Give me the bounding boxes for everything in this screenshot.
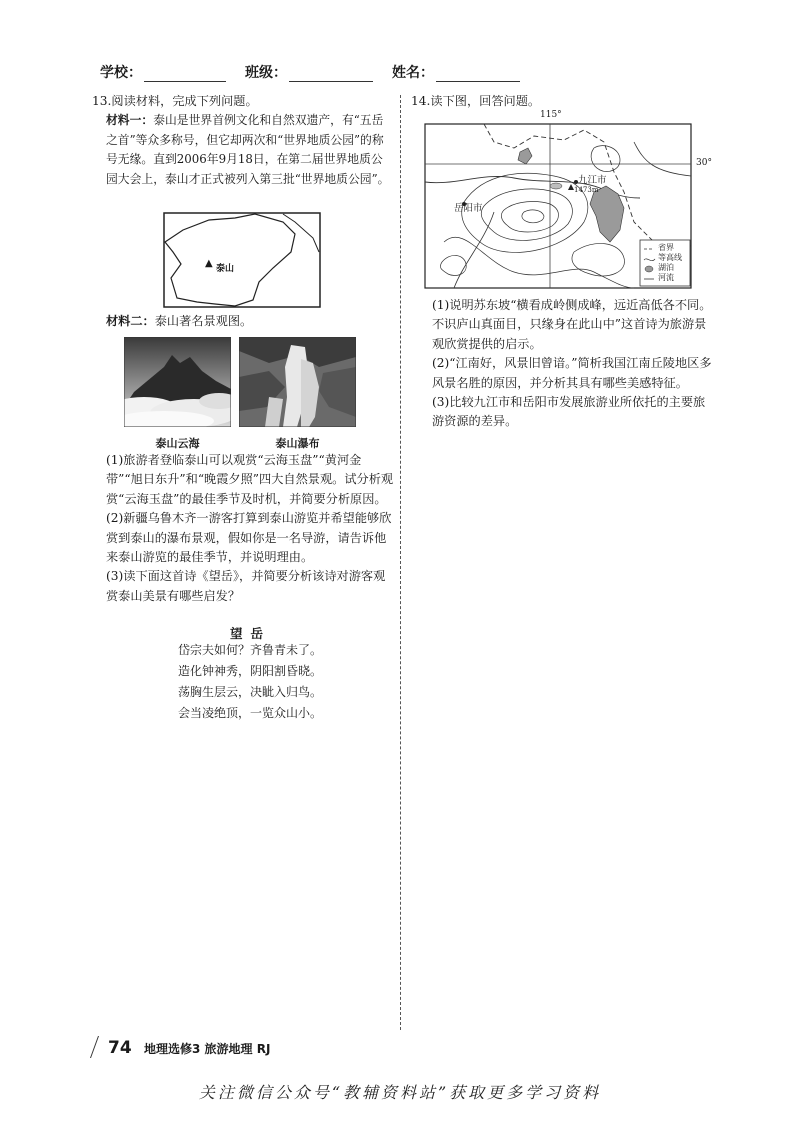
taishan-map-label: 泰山 [216,264,235,274]
lushan-map [424,110,712,296]
column-divider [400,95,401,1030]
class-field [245,62,373,82]
name-label: 姓名： [392,65,434,81]
q13-material2 [106,312,396,331]
page-number: 74 [108,1038,132,1058]
q13-sub3: (3)读下面这首诗《望岳》，并简要分析该诗对游客观赏泰山美景有哪些启发？ [106,569,386,603]
poem-line: 造化钟神秀，阴阳割昏晓。 [178,664,323,678]
q14-sub1: (1)说明苏东坡“横看成岭侧成峰，远近高低各不同。不识庐山真面目，只缘身在此山中”这首诗为旅游景观欣赏提供的启示。 [432,298,712,351]
poem-title: 望岳 [230,626,272,641]
taishan-marker-icon: ▲ [205,258,213,269]
legend-contour: 等高线 [658,253,682,262]
material1-label: 材料一： [106,113,154,128]
class-blank[interactable] [289,69,373,82]
map-city-yueyang: 岳阳市 [454,203,483,214]
poem-line: 会当凌绝顶，一览众山小。 [178,706,323,720]
q14-sub2: (2)“江南好，风景旧曾谙。”简析我国江南丘陵地区多风景名胜的原因，并分析其具有哪些美感特征。 [432,356,712,390]
q14-subquestions [432,296,712,432]
school-blank[interactable] [144,69,226,82]
map-peak-label: 1473m [574,186,599,194]
q13-subquestions [106,451,396,606]
poem-body [178,640,322,724]
name-field [392,62,520,82]
poem-line: 岱宗夫如何？齐鲁青未了。 [178,643,323,657]
class-label: 班级： [245,65,287,81]
q13-sub1: (1)旅游者登临泰山可以观赏“云海玉盘”“黄河金带”“旭日东升”和“晚霞夕照”四大自然景观。试分析观赏“云海玉盘”的最佳季节及时机，并简要分析原因。 [106,453,394,506]
q14-stem: 14.读下图，回答问题。 [411,94,541,108]
map-latitude-label: 30° [696,158,712,168]
legend-boundary: 省界 [658,243,674,252]
name-blank[interactable] [436,69,520,82]
school-field [100,62,226,82]
legend-lake: 湖泊 [658,263,674,272]
photo2-caption: 泰山瀑布 [275,437,320,450]
school-label: 学校： [100,65,142,81]
poem-line: 荡胸生层云，决眦入归鸟。 [178,685,323,699]
material2-label: 材料二： [106,314,155,328]
map-legend [658,243,682,283]
map-city-jiujiang: 九江市 [578,175,607,186]
q13-material1 [92,111,394,189]
photo-sea-of-clouds [124,337,231,431]
taishan-map [163,212,321,312]
q14-sub3: (3)比较九江市和岳阳市发展旅游业所依托的主要旅游资源的差异。 [432,395,706,429]
material2-text: 泰山著名景观图。 [154,314,253,328]
bottom-note: 关注微信公众号“教辅资料站”获取更多学习资料 [198,1083,602,1102]
legend-river: 河流 [658,273,674,282]
q13-stem: 13.阅读材料，完成下列问题。 [92,94,258,108]
q13-top [92,92,394,189]
book-title: 地理选修3 旅游地理 RJ [144,1042,271,1056]
footer-slash [90,1036,100,1058]
q13-sub2: (2)新疆乌鲁木齐一游客打算到泰山游览并希望能够欣赏到泰山的瀑布景观，假如你是一名导游，请告诉他来泰山游览的最佳季节，并说明理由。 [106,511,392,565]
photo1-caption: 泰山云海 [155,437,200,450]
map-longitude-label: 115° [540,110,562,120]
photo-waterfall [239,337,356,431]
material1-text: 泰山是世界首例文化和自然双遗产，有“五岳之首”等众多称号，但它却两次和“世界地质公园”的称号无缘。直到2006年9月18日，在第二届世界地质公园大会上，泰山才正式被列入第三批“世界地质公园”。 [106,113,390,186]
q14-stem-block [411,92,711,111]
